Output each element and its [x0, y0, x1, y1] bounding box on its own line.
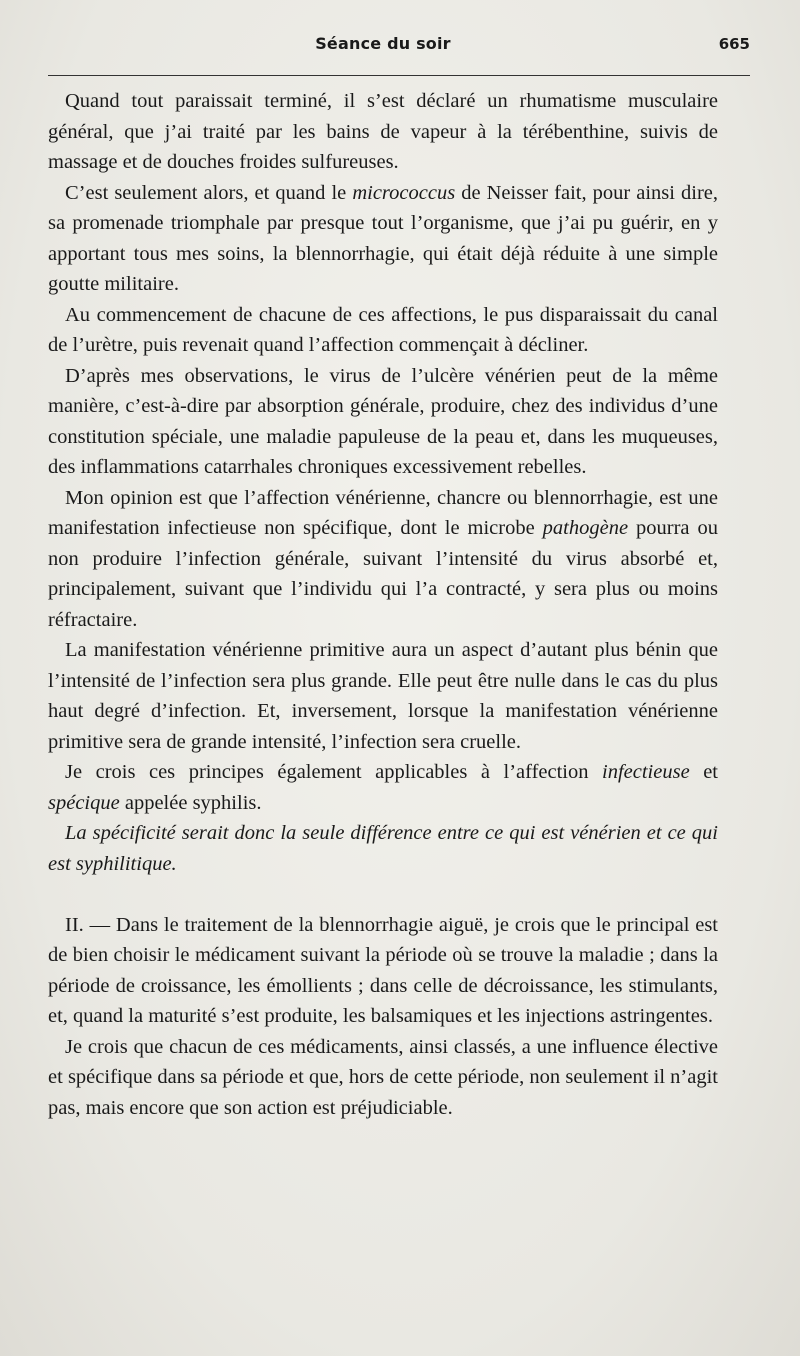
paragraph-7-text-a: Je crois ces principes également applicables à l’affection — [65, 761, 603, 783]
paragraph-3: Au commencement de chacune de ces affections, le pus disparaissait du canal de l’urètre, puis revenait quand l’affection commençait à décliner. — [48, 303, 718, 356]
paragraph-6: La manifestation vénérienne primitive aura un aspect d’autant plus bénin que l’intensité de l’infection sera plus grande. Elle peut être nulle dans le cas du plus haut degré d’infection. Et, inversement, lorsque la manifestation vénérienne primitive sera de grande intensité, l’infection sera cruelle. — [48, 639, 718, 753]
paragraph-2-text-a: C’est seulement alors, et quand le — [65, 181, 353, 204]
paragraph-7-text-c: appelée syphilis. — [119, 791, 262, 814]
paragraph-2-emphasis: micrococcus — [352, 181, 456, 204]
body-text — [48, 86, 718, 1123]
paragraph-8-conclusion: La spécificité serait donc la seule différence entre ce qui est vénérien et ce qui est syphilitique. — [48, 822, 718, 875]
paragraph-7-emphasis-2: spécique — [48, 791, 120, 814]
paragraph-5 — [48, 483, 718, 636]
paragraph-5-emphasis: pathogène — [542, 517, 629, 539]
paragraph-7 — [48, 757, 718, 818]
paragraph-5-text-a: Mon opinion est que l’affection vénérienne, chancre ou blennorrhagie, est une manifestation infectieuse non spécifique, dont le microbe — [48, 486, 718, 539]
paragraph-7-emphasis-1: infectieuse — [602, 761, 690, 783]
paragraph-7-text-b: et — [689, 761, 718, 783]
page-number: 665 — [718, 35, 750, 53]
paragraph-2 — [48, 178, 718, 300]
paragraph-2-text-b: de Neisser fait, pour ainsi dire, sa promenade triomphale par presque tout l’organisme, que j’ai pu guérir, en y apportant tous mes soins, la blennorrhagie, qui était déjà réduite à une simple goutte militaire. — [48, 181, 719, 295]
paragraph-9-section-ii: II. — Dans le traitement de la blennorrhagie aiguë, je crois que le principal est de bien choisir le médicament suivant la période où se trouve la maladie ; dans la période de croissance, les émollients ; dans celle de décroissance, les stimulants, et, quand la maturité s’est produite, les balsamiques et les injections astringentes. — [48, 913, 718, 1027]
paragraph-4: D’après mes observations, le virus de l’ulcère vénérien peut de la même manière, c’est-à-dire par absorption générale, produire, chez des individus d’une constitution spéciale, une maladie papuleuse de la peau et, dans les muqueuses, des inflammations catarrhales chroniques excessivement rebelles. — [48, 364, 718, 478]
page-header — [48, 34, 750, 64]
paragraph-10: Je crois que chacun de ces médicaments, ainsi classés, a une influence élective et spécifique dans sa période et que, hors de cette période, non seulement il n’agit pas, mais encore que son action est préjudiciable. — [48, 1035, 718, 1119]
paragraph-1: Quand tout paraissait terminé, il s’est déclaré un rhumatisme musculaire général, que j’ai traité par les bains de vapeur à la térébenthine, suivis de massage et de douches froides sulfureuses. — [48, 90, 718, 173]
header-rule — [48, 75, 750, 76]
running-head: Séance du soir — [315, 34, 451, 53]
paragraph-5-text-b: pourra ou non produire l’infection générale, suivant l’intensité du virus absorbé et, principalement, suivant que l’individu qui l’a contracté, y sera plus ou moins réfractaire. — [48, 517, 718, 631]
